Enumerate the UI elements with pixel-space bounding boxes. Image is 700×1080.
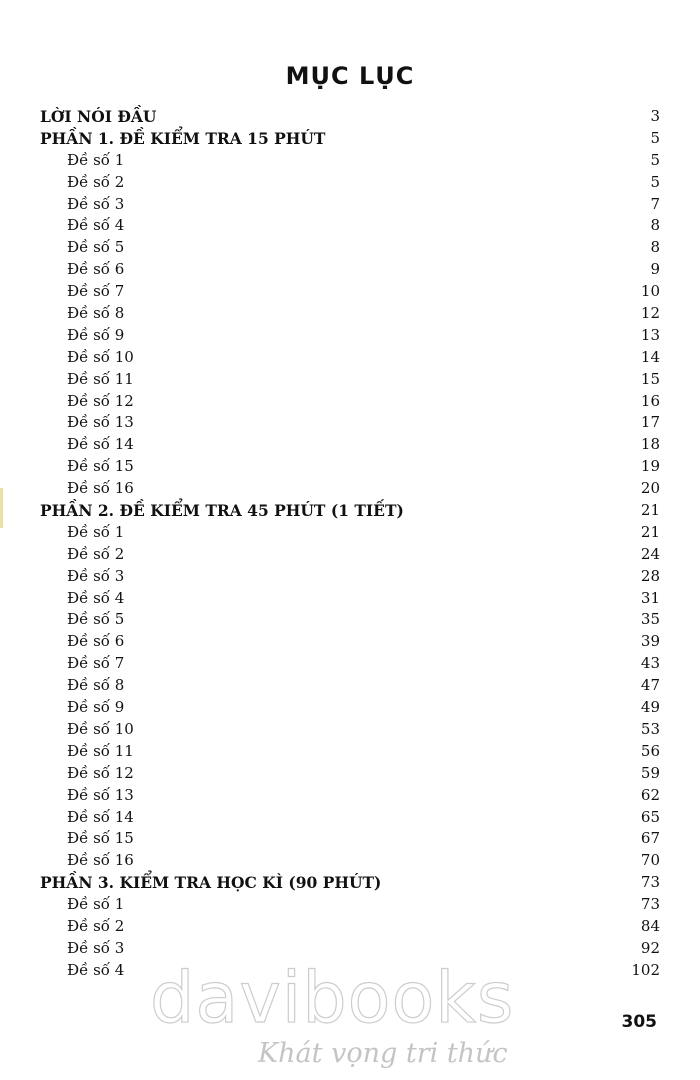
toc-page-number: 12 [640,304,660,323]
toc-item-label: Đề số 16 [67,479,134,498]
toc-item-label: Đề số 13 [67,413,134,432]
toc-page-number: 21 [640,522,660,541]
toc-page-number: 8 [650,238,660,257]
toc-item-row [40,369,660,391]
toc-item-row [40,675,660,697]
toc-page-number: 5 [650,150,660,169]
toc-item-row [40,150,660,172]
toc-page-number: 49 [640,698,660,717]
toc-section-row [40,106,660,128]
toc-page-number: 53 [640,719,660,738]
toc-item-label: Đề số 9 [67,325,125,344]
toc-page-number: 59 [640,763,660,782]
toc-section-title: PHẦN 3. KIỂM TRA HỌC KÌ (90 PHÚT) [40,873,382,893]
toc-item-row [40,828,660,850]
table-of-contents [40,106,660,982]
toc-page-number: 28 [640,566,660,585]
toc-item-label: Đề số 3 [67,566,125,585]
toc-item-label: Đề số 15 [67,829,134,848]
toc-page-number: 24 [640,544,660,563]
toc-item-row [40,697,660,719]
toc-page-number: 13 [640,325,660,344]
toc-item-label: Đề số 6 [67,260,125,279]
toc-page-number: 47 [640,676,660,695]
toc-page-number: 102 [631,960,660,979]
toc-item-row [40,653,660,675]
toc-section-row [40,500,660,522]
toc-item-label: Đề số 7 [67,654,125,673]
toc-item-label: Đề số 2 [67,544,125,563]
toc-item-label: Đề số 3 [67,938,125,957]
toc-page-number: 18 [640,435,660,454]
toc-page-number: 56 [640,741,660,760]
toc-item-label: Đề số 2 [67,172,125,191]
toc-item-label: Đề số 5 [67,610,125,629]
toc-item-row [40,763,660,785]
toc-page-number: 17 [640,413,660,432]
toc-item-row [40,391,660,413]
watermark-tagline: Khát vọng tri thức [258,1038,508,1069]
toc-page-number: 5 [650,172,660,191]
toc-page-number: 10 [640,282,660,301]
toc-item-label: Đề số 2 [67,916,125,935]
toc-page-number: 15 [640,369,660,388]
toc-page-number: 5 [650,128,660,147]
toc-page-number: 67 [640,829,660,848]
toc-item-row [40,609,660,631]
toc-section-title: PHẦN 2. ĐỀ KIỂM TRA 45 PHÚT (1 TIẾT) [40,501,404,521]
page-title: MỤC LỤC [285,62,415,90]
toc-item-label: Đề số 1 [67,895,125,914]
toc-item-label: Đề số 15 [67,457,134,476]
toc-item-row [40,237,660,259]
watermark-logo: davibooks [150,957,515,1039]
toc-item-row [40,785,660,807]
toc-item-label: Đề số 8 [67,304,125,323]
toc-item-row [40,194,660,216]
toc-item-row [40,456,660,478]
page-number: 305 [621,1012,657,1032]
toc-item-row [40,522,660,544]
toc-page-number: 16 [640,391,660,410]
toc-item-row [40,719,660,741]
toc-item-row [40,172,660,194]
toc-item-row [40,303,660,325]
toc-page-number: 3 [650,107,660,125]
toc-page-number: 65 [640,807,660,826]
watermark [150,958,550,1078]
toc-page-number: 8 [650,216,660,235]
toc-item-label: Đề số 8 [67,676,125,695]
toc-item-label: Đề số 7 [67,282,125,301]
toc-item-label: Đề số 3 [67,194,125,213]
toc-section-row [40,128,660,150]
toc-item-label: Đề số 10 [67,719,134,738]
toc-page-number: 84 [640,916,660,935]
scan-edge-mark [0,488,3,528]
toc-page-number: 92 [640,938,660,957]
toc-item-row [40,347,660,369]
toc-item-label: Đề số 6 [67,632,125,651]
toc-page-number: 62 [640,785,660,804]
toc-section-title: PHẦN 1. ĐỀ KIỂM TRA 15 PHÚT [40,128,326,148]
toc-item-row [40,412,660,434]
toc-page-number: 43 [640,654,660,673]
toc-item-label: Đề số 4 [67,216,125,235]
toc-page-number: 73 [640,873,660,892]
toc-page-number: 7 [650,194,660,213]
toc-section-row [40,872,660,894]
toc-page-number: 73 [640,895,660,914]
toc-item-label: Đề số 12 [67,763,134,782]
toc-item-label: Đề số 1 [67,150,125,169]
toc-item-row [40,566,660,588]
toc-item-row [40,894,660,916]
toc-item-label: Đề số 11 [67,369,134,388]
toc-item-row [40,215,660,237]
toc-item-label: Đề số 16 [67,851,134,870]
toc-item-label: Đề số 4 [67,588,125,607]
toc-item-row [40,850,660,872]
toc-item-label: Đề số 14 [67,807,134,826]
toc-item-row [40,478,660,500]
toc-page-number: 39 [640,632,660,651]
toc-page-number: 70 [640,851,660,870]
toc-item-label: Đề số 12 [67,391,134,410]
toc-section-title: LỜI NÓI ĐẦU [40,107,157,126]
toc-item-label: Đề số 1 [67,522,125,541]
toc-item-row [40,281,660,303]
toc-item-label: Đề số 13 [67,785,134,804]
toc-item-label: Đề số 9 [67,698,125,717]
toc-item-label: Đề số 10 [67,347,134,366]
toc-item-label: Đề số 4 [67,960,125,979]
toc-item-label: Đề số 11 [67,741,134,760]
toc-item-row [40,434,660,456]
toc-item-row [40,259,660,281]
toc-item-row [40,544,660,566]
toc-page-number: 20 [640,479,660,498]
toc-page-number: 31 [640,588,660,607]
toc-item-row [40,631,660,653]
toc-item-row [40,588,660,610]
toc-item-row [40,741,660,763]
toc-item-row [40,807,660,829]
toc-item-label: Đề số 5 [67,238,125,257]
toc-page-number: 19 [640,457,660,476]
toc-item-row [40,325,660,347]
toc-page-number: 21 [640,501,660,520]
toc-page-number: 35 [640,610,660,629]
toc-item-row [40,916,660,938]
toc-page-number: 9 [650,260,660,279]
toc-item-label: Đề số 14 [67,435,134,454]
toc-page-number: 14 [640,347,660,366]
